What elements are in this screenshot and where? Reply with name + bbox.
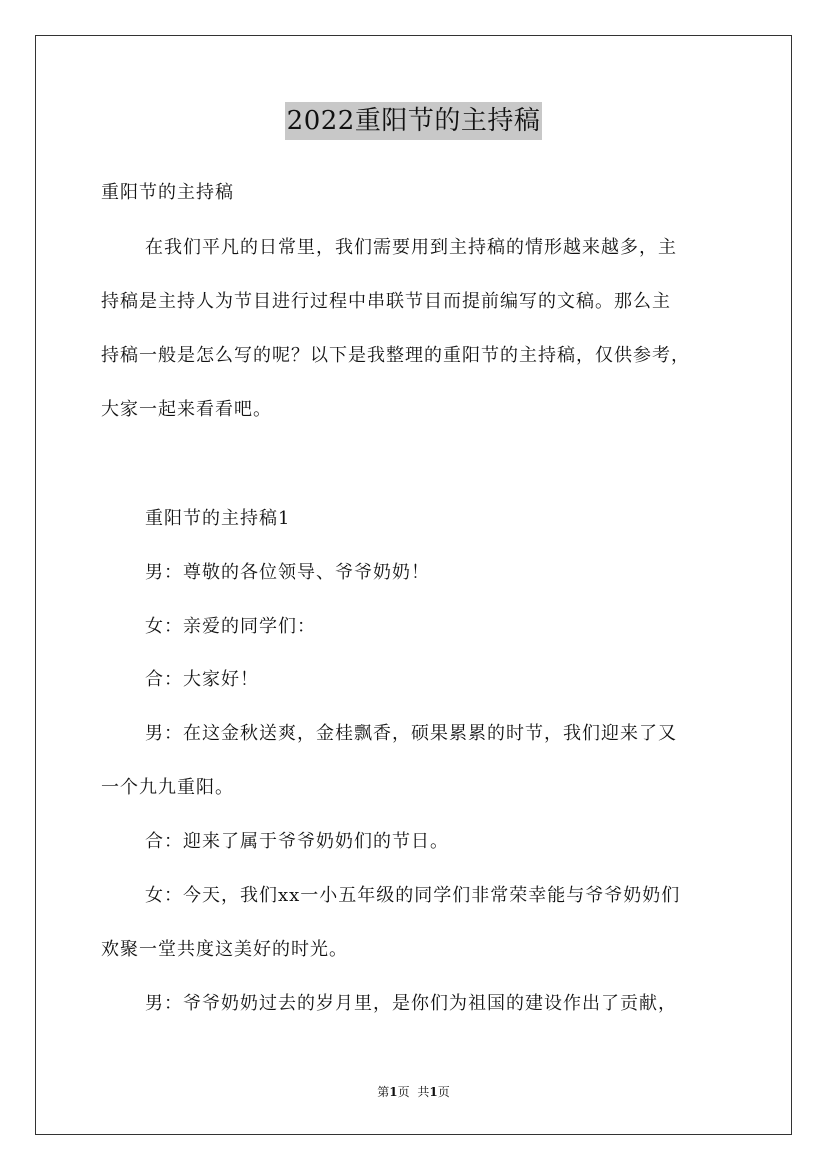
body-line-2: 女：亲爱的同学们： [145,616,316,637]
footer-total-number: 1 [429,1085,438,1099]
body-line-6: 合：迎来了属于爷爷奶奶们的节日。 [145,831,449,852]
intro-line-2: 持稿是主持人为节目进行过程中串联节目而提前编写的文稿。那么主 [101,291,671,312]
intro-line-3: 持稿一般是怎么写的呢？以下是我整理的重阳节的主持稿，仅供参考， [101,345,690,366]
intro-line-4: 大家一起来看看吧。 [101,399,272,420]
footer-total-suffix: 页 [437,1085,450,1099]
body-line-4: 男：在这金秋送爽，金桂飘香，硕果累累的时节，我们迎来了又 [145,723,677,744]
body-line-9: 男：爷爷奶奶过去的岁月里，是你们为祖国的建设作出了贡献， [145,993,677,1014]
body-line-1: 男：尊敬的各位领导、爷爷奶奶！ [145,562,430,583]
footer-page-suffix: 页 [397,1085,410,1099]
document-title: 2022重阳节的主持稿 [285,102,543,140]
footer-page-number: 1 [389,1085,398,1099]
intro-line-1: 在我们平凡的日常里，我们需要用到主持稿的情形越来越多，主 [145,237,677,258]
page-footer [0,1084,827,1100]
document-subtitle: 重阳节的主持稿 [101,182,234,203]
title-container [0,102,827,140]
body-line-5: 一个九九重阳。 [101,777,234,798]
body-line-7: 女：今天，我们xx一小五年级的同学们非常荣幸能与爷爷奶奶们 [145,885,681,906]
footer-total-prefix: 共 [417,1085,430,1099]
body-line-8: 欢聚一堂共度这美好的时光。 [101,939,348,960]
section-heading: 重阳节的主持稿1 [145,508,291,529]
body-line-3: 合：大家好！ [145,669,259,690]
footer-page-prefix: 第 [377,1085,390,1099]
